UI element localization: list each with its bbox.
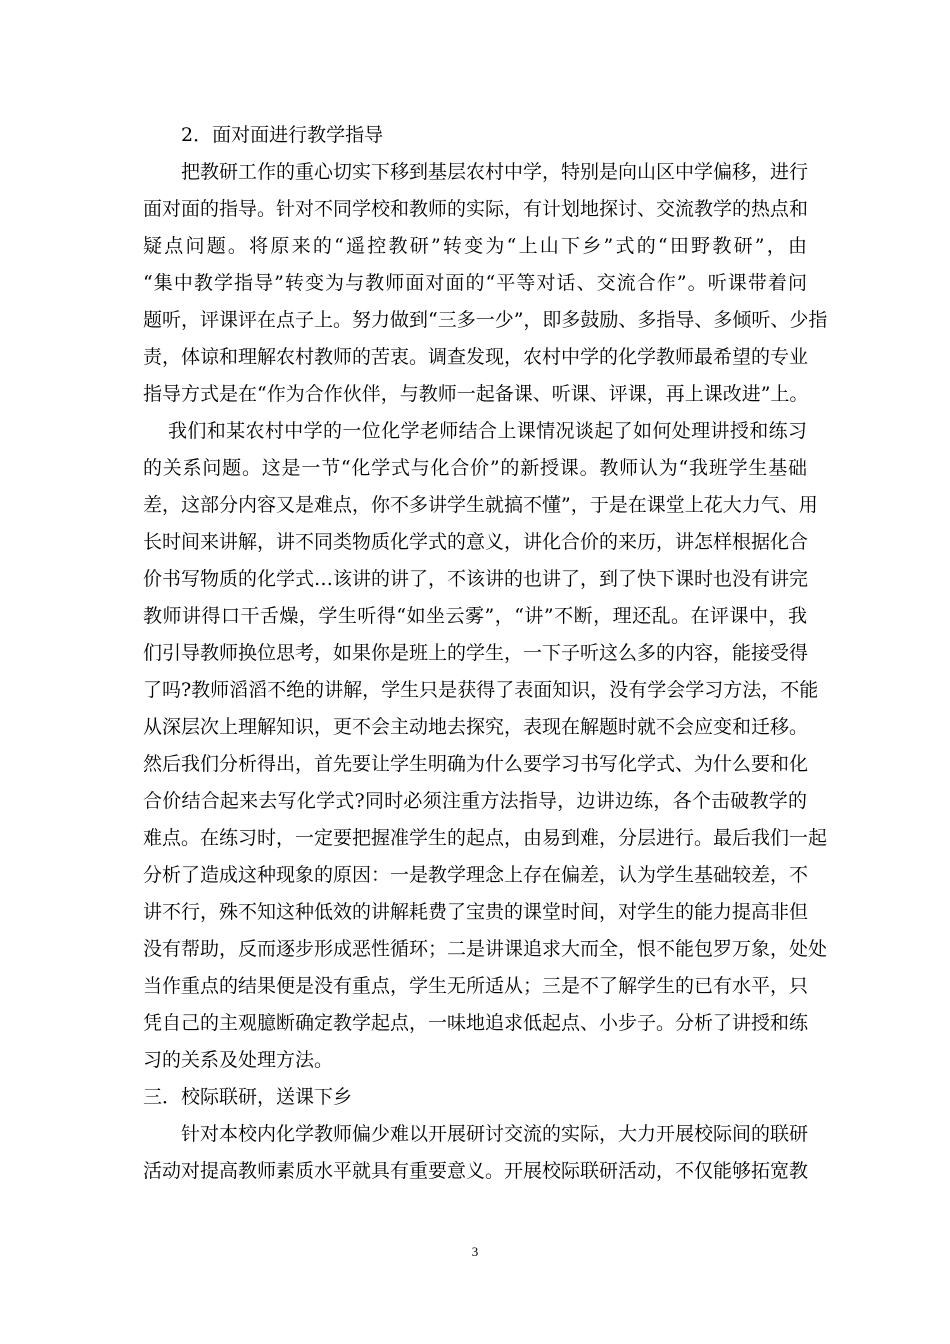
paragraph-line: 合价结合起来去写化学式?同时必须注重方法指导，边讲边练，各个击破教学的 bbox=[143, 790, 807, 812]
paragraph-line: 针对本校内化学教师偏少难以开展研讨交流的实际，大力开展校际间的联研 bbox=[181, 1123, 809, 1145]
paragraph-line: 没有帮助，反而逐步形成恶性循环；二是讲课追求大而全，恨不能包罗万象，处处 bbox=[143, 938, 828, 960]
paragraph-line: 凭自己的主观臆断确定教学起点，一味地追求低起点、小步子。分析了讲授和练 bbox=[143, 1012, 809, 1034]
paragraph-line: 长时间来讲解，讲不同类物质化学式的意义，讲化合价的来历，讲怎样根据化合 bbox=[143, 531, 809, 553]
section-heading: 三．校际联研，送课下乡 bbox=[143, 1086, 353, 1108]
paragraph-line: 指导方式是在“作为合作伙伴，与教师一起备课、听课、评课，再上课改进”上。 bbox=[143, 383, 809, 405]
paragraph-line: 习的关系及处理方法。 bbox=[143, 1049, 334, 1071]
paragraph-line: 难点。在练习时，一定要把握准学生的起点，由易到难，分层进行。最后我们一起 bbox=[143, 827, 828, 849]
paragraph-line: 了吗?教师滔滔不绝的讲解，学生只是获得了表面知识，没有学会学习方法，不能 bbox=[143, 679, 819, 701]
paragraph-line: 活动对提高教师素质水平就具有重要意义。开展校际联研活动，不仅能够拓宽教 bbox=[143, 1160, 809, 1182]
paragraph-line: 差，这部分内容又是难点，你不多讲学生就搞不懂”，于是在课堂上花大力气、用 bbox=[143, 494, 818, 516]
paragraph-line: 的关系问题。这是一节“化学式与化合价”的新授课。教师认为“我班学生基础 bbox=[143, 457, 807, 479]
paragraph-line: 教师讲得口干舌燥，学生听得“如坐云雾”，“讲”不断，理还乱。在评课中，我 bbox=[143, 605, 807, 627]
page-number: 3 bbox=[471, 1244, 479, 1259]
paragraph-line: 们引导教师换位思考，如果你是班上的学生，一下子听这么多的内容，能接受得 bbox=[143, 642, 809, 664]
paragraph-line: 疑点问题。将原来的“遥控教研”转变为“上山下乡”式的“田野教研”，由 bbox=[143, 235, 807, 257]
paragraph-line: 讲不行，殊不知这种低效的讲解耗费了宝贵的课堂时间，对学生的能力提高非但 bbox=[143, 901, 809, 923]
paragraph-line: 分析了造成这种现象的原因：一是教学理念上存在偏差，认为学生基础较差，不 bbox=[143, 864, 809, 886]
paragraph-line: 当作重点的结果便是没有重点，学生无所适从；三是不了解学生的已有水平，只 bbox=[143, 975, 809, 997]
subsection-heading: 2．面对面进行教学指导 bbox=[181, 124, 384, 146]
paragraph-line: 从深层次上理解知识，更不会主动地去探究，表现在解题时就不会应变和迁移。 bbox=[143, 716, 809, 738]
paragraph-line: 把教研工作的重心切实下移到基层农村中学，特别是向山区中学偏移，进行 bbox=[181, 161, 809, 183]
paragraph-line: 责，体谅和理解农村教师的苦衷。调查发现，农村中学的化学教师最希望的专业 bbox=[143, 346, 809, 368]
paragraph-line: 我们和某农村中学的一位化学老师结合上课情况谈起了如何处理讲授和练习 bbox=[168, 420, 807, 442]
paragraph-line: 题听，评课评在点子上。努力做到“三多一少”，即多鼓励、多指导、多倾听、少指 bbox=[143, 309, 828, 331]
paragraph-line: 价书写物质的化学式…该讲的讲了，不该讲的也讲了，到了快下课时也没有讲完 bbox=[143, 568, 809, 590]
paragraph-line: “集中教学指导”转变为与教师面对面的“平等对话、交流合作”。听课带着问 bbox=[143, 272, 807, 294]
paragraph-line: 面对面的指导。针对不同学校和教师的实际，有计划地探讨、交流教学的热点和 bbox=[143, 198, 809, 220]
paragraph-line: 然后我们分析得出，首先要让学生明确为什么要学习书写化学式、为什么要和化 bbox=[143, 753, 809, 775]
